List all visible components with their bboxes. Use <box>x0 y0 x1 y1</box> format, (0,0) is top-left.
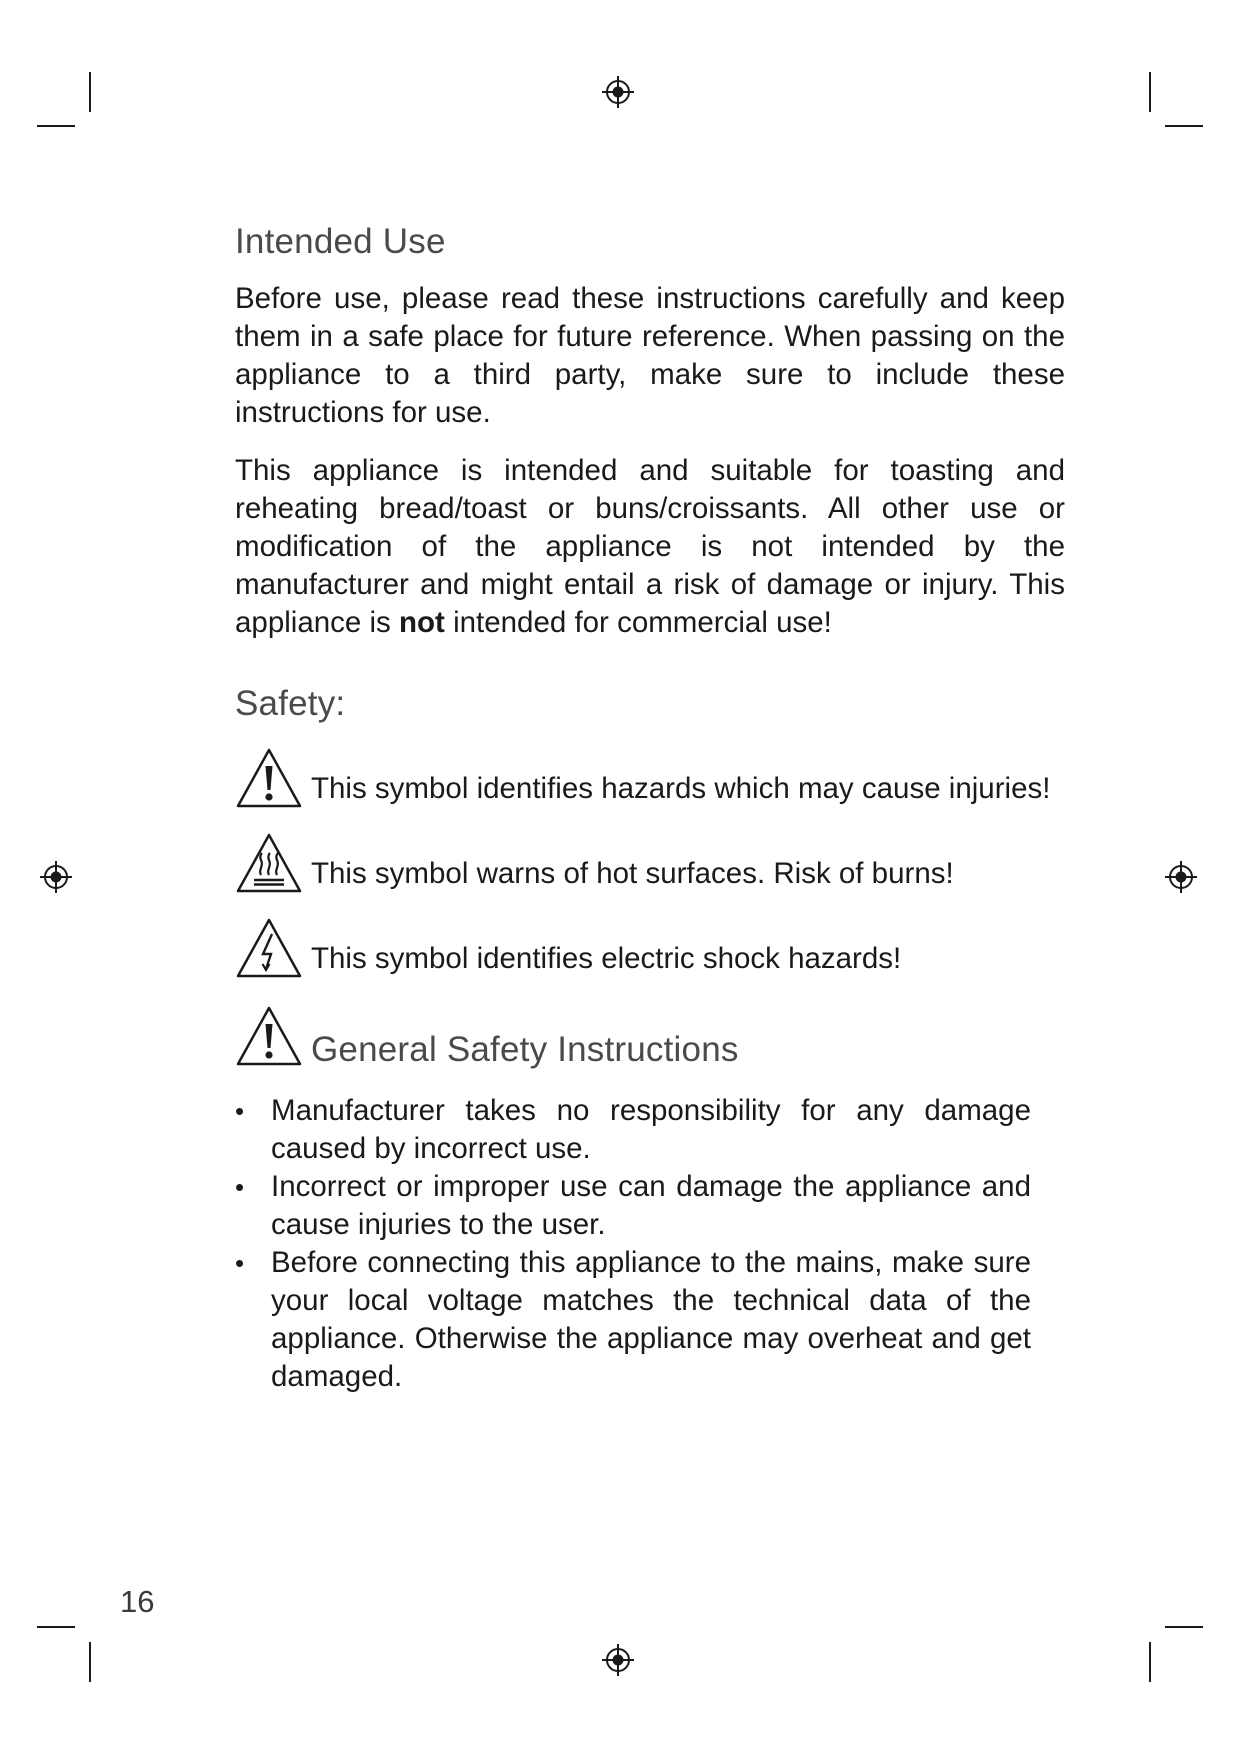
hot-surface-warning-icon <box>235 831 303 895</box>
list-item: • Incorrect or improper use can damage the appliance and cause injuries to the user. <box>235 1168 1031 1244</box>
general-safety-heading: General Safety Instructions <box>311 1030 739 1069</box>
exclamation-warning-icon <box>235 1004 303 1068</box>
safety-symbol-text: This symbol identifies hazards which may cause injuries! <box>311 772 1051 805</box>
intended-use-paragraph-1: Before use, please read these instructions carefully and keep them in a safe place for future reference. When passing on the appliance to a third party, make sure to include these instructions for use. <box>235 282 1065 429</box>
safety-symbol-text: This symbol identifies electric shock hazards! <box>311 942 902 975</box>
crop-mark-top-right-vertical <box>1149 72 1151 112</box>
electric-shock-warning-icon <box>235 916 303 980</box>
intended-use-heading: Intended Use <box>235 222 446 261</box>
emphasis-not: not <box>399 606 445 639</box>
registration-mark-icon <box>39 860 73 894</box>
crop-mark-bottom-right-vertical <box>1149 1642 1151 1682</box>
exclamation-warning-icon <box>235 746 303 810</box>
intended-use-paragraph-2 <box>235 452 1065 642</box>
registration-mark-icon <box>601 75 635 109</box>
crop-mark-top-left-vertical <box>89 72 91 112</box>
crop-mark-bottom-right-horizontal <box>1165 1626 1203 1628</box>
crop-mark-top-left-horizontal <box>37 125 75 127</box>
page-content <box>235 222 1065 1396</box>
crop-mark-top-right-horizontal <box>1165 125 1203 127</box>
safety-symbol-text: This symbol warns of hot surfaces. Risk of burns! <box>311 857 954 890</box>
registration-mark-icon <box>601 1643 635 1677</box>
safety-symbol-row-hot-surface <box>235 829 1065 895</box>
page-number: 16 <box>120 1584 155 1619</box>
general-safety-list <box>235 1092 1065 1396</box>
crop-mark-bottom-left-horizontal <box>37 1626 75 1628</box>
list-item: • Before connecting this appliance to the mains, make sure your local voltage matches the technical data of the appliance. Otherwise the appliance may overheat and get damaged. <box>235 1244 1031 1396</box>
safety-symbol-row-injury <box>235 744 1065 810</box>
safety-symbol-row-electric-shock <box>235 914 1065 980</box>
crop-mark-bottom-left-vertical <box>89 1642 91 1682</box>
general-safety-header <box>235 1004 1065 1068</box>
registration-mark-icon <box>1164 860 1198 894</box>
safety-heading: Safety: <box>235 684 346 723</box>
list-item: • Manufacturer takes no responsibility for any damage caused by incorrect use. <box>235 1092 1031 1168</box>
intended-use-text-end: intended for commercial use! <box>444 606 832 639</box>
intended-use-text-start: This appliance is intended and suitable for toasting and reheating bread/toast or buns/croissants. All other use or modification of the appliance is not intended by the manufacturer and might entail a risk of damage or injury. This appliance is <box>235 454 1065 639</box>
